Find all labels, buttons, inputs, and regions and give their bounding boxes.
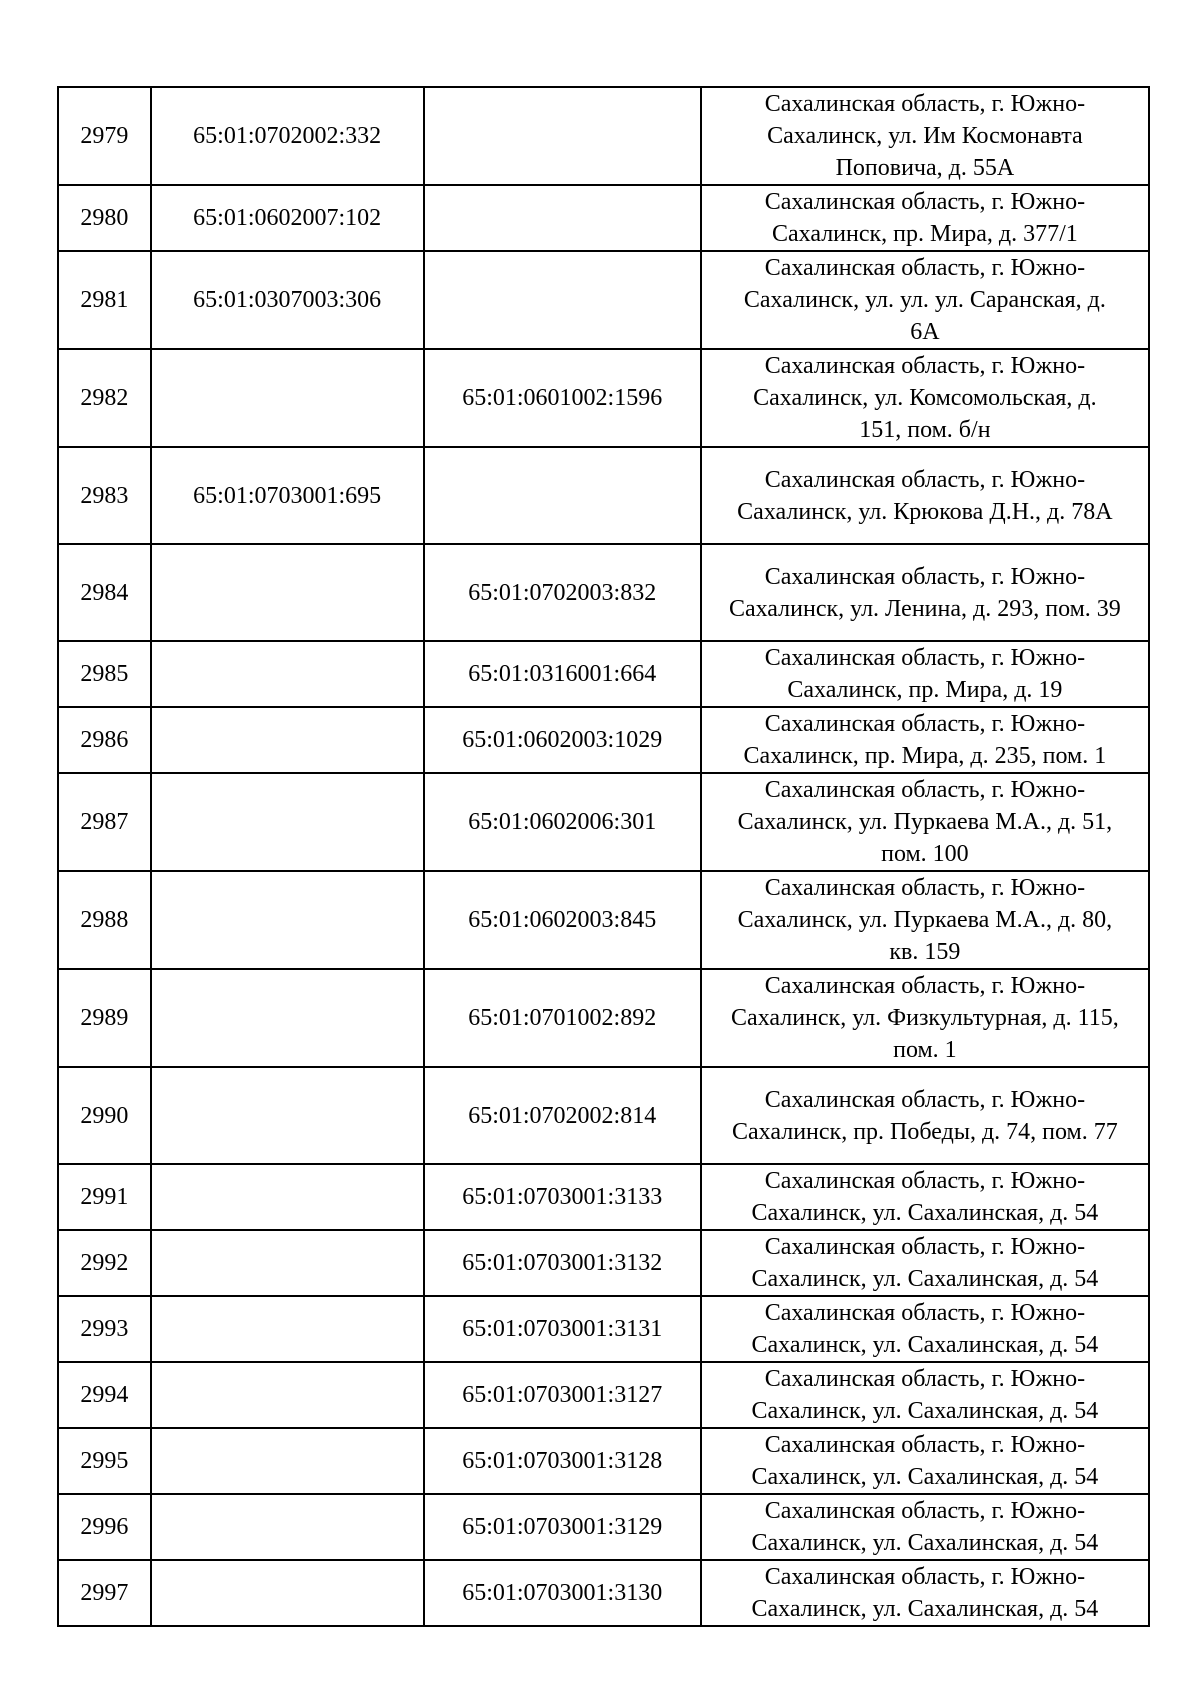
address-cell [701, 969, 1149, 1067]
table-row [58, 349, 1149, 447]
table-row [58, 871, 1149, 969]
table-row [58, 544, 1149, 641]
table-row [58, 707, 1149, 773]
address-line: Сахалинская область, г. Южно- [764, 875, 1086, 901]
document-page [57, 86, 1150, 1627]
row-number-cell: 2987 [58, 773, 151, 871]
cadastral-number-cell [151, 1296, 424, 1362]
address-line: Сахалинск, пр. Победы, д. 74, пом. 77 [732, 1118, 1118, 1145]
premises-cadastral-number-cell: 65:01:0601002:1596 [424, 349, 701, 447]
address-cell [701, 773, 1149, 871]
address-line: Сахалинск, ул. Физкультурная, д. 115, [731, 1005, 1119, 1031]
premises-cadastral-number-cell: 65:01:0701002:892 [424, 969, 701, 1067]
address-line: 6А [910, 319, 940, 345]
address-cell [701, 1362, 1149, 1428]
row-number-cell: 2996 [58, 1494, 151, 1560]
cadastral-number-cell [151, 1494, 424, 1560]
table-row [58, 1164, 1149, 1230]
premises-cadastral-number-cell: 65:01:0703001:3129 [424, 1494, 701, 1560]
address-line: пом. 100 [881, 841, 969, 867]
address-line: Сахалинская область, г. Южно- [764, 1086, 1086, 1113]
row-number-cell: 2981 [58, 251, 151, 349]
table-body [58, 87, 1149, 1626]
premises-cadastral-number-cell: 65:01:0316001:664 [424, 641, 701, 707]
address-cell [701, 707, 1149, 773]
premises-cadastral-number-cell: 65:01:0702003:832 [424, 544, 701, 641]
table-row [58, 1560, 1149, 1626]
cadastral-number-cell: 65:01:0602007:102 [151, 185, 424, 251]
cadastral-number-cell [151, 969, 424, 1067]
row-number-cell: 2979 [58, 87, 151, 185]
table-row [58, 1230, 1149, 1296]
premises-cadastral-number-cell: 65:01:0703001:3128 [424, 1428, 701, 1494]
cadastral-number-cell [151, 871, 424, 969]
address-cell [701, 349, 1149, 447]
address-line: Сахалинск, ул. Пуркаева М.А., д. 80, [737, 907, 1113, 933]
address-line: Сахалинская область, г. Южно- [764, 1498, 1086, 1524]
premises-cadastral-number-cell: 65:01:0703001:3131 [424, 1296, 701, 1362]
address-line: Сахалинск, ул. Сахалинская, д. 54 [751, 1266, 1099, 1292]
premises-cadastral-number-cell: 65:01:0703001:3132 [424, 1230, 701, 1296]
row-number-cell: 2984 [58, 544, 151, 641]
cadastral-number-cell [151, 349, 424, 447]
address-line: Сахалинск, пр. Мира, д. 235, пом. 1 [743, 743, 1107, 769]
row-number-cell: 2997 [58, 1560, 151, 1626]
address-line: Сахалинская область, г. Южно- [764, 353, 1086, 379]
table-row [58, 641, 1149, 707]
cadastral-number-cell [151, 773, 424, 871]
cadastral-number-cell [151, 641, 424, 707]
cadastral-number-cell [151, 1164, 424, 1230]
address-line: Сахалинск, пр. Мира, д. 377/1 [772, 221, 1078, 247]
address-line: Сахалинская область, г. Южно- [764, 777, 1086, 803]
address-line: Сахалинск, ул. Сахалинская, д. 54 [751, 1200, 1099, 1226]
premises-cadastral-number-cell: 65:01:0703001:3127 [424, 1362, 701, 1428]
address-cell [701, 1296, 1149, 1362]
row-number-cell: 2993 [58, 1296, 151, 1362]
address-cell [701, 1428, 1149, 1494]
row-number-cell: 2995 [58, 1428, 151, 1494]
address-cell [701, 641, 1149, 707]
address-line: Сахалинская область, г. Южно- [764, 91, 1086, 117]
address-line: Сахалинская область, г. Южно- [764, 1168, 1086, 1194]
row-number-cell: 2985 [58, 641, 151, 707]
table-row [58, 1494, 1149, 1560]
premises-cadastral-number-cell [424, 87, 701, 185]
address-line: Сахалинск, ул. Сахалинская, д. 54 [751, 1332, 1099, 1358]
premises-cadastral-number-cell [424, 185, 701, 251]
table-row [58, 1428, 1149, 1494]
table-row [58, 251, 1149, 349]
cadastral-number-cell [151, 1428, 424, 1494]
address-cell [701, 1494, 1149, 1560]
address-line: Сахалинск, ул. Сахалинская, д. 54 [751, 1530, 1099, 1556]
premises-cadastral-number-cell: 65:01:0702002:814 [424, 1067, 701, 1164]
address-cell [701, 1164, 1149, 1230]
address-cell [701, 251, 1149, 349]
address-line: Поповича, д. 55А [835, 155, 1015, 181]
address-line: Сахалинск, ул. Пуркаева М.А., д. 51, [737, 809, 1113, 835]
cadastral-number-cell [151, 1362, 424, 1428]
premises-cadastral-number-cell: 65:01:0703001:3130 [424, 1560, 701, 1626]
row-number-cell: 2989 [58, 969, 151, 1067]
cadastral-number-cell: 65:01:0307003:306 [151, 251, 424, 349]
address-line: Сахалинск, ул. Сахалинская, д. 54 [751, 1596, 1099, 1622]
address-line: Сахалинск, ул. Крюкова Д.Н., д. 78А [737, 498, 1113, 525]
premises-cadastral-number-cell: 65:01:0602003:845 [424, 871, 701, 969]
address-line: Сахалинск, ул. Сахалинская, д. 54 [751, 1464, 1099, 1490]
address-line: Сахалинская область, г. Южно- [764, 1366, 1086, 1392]
premises-cadastral-number-cell [424, 447, 701, 544]
premises-cadastral-number-cell [424, 251, 701, 349]
cadastral-number-cell [151, 544, 424, 641]
address-line: Сахалинская область, г. Южно- [764, 973, 1086, 999]
premises-cadastral-number-cell: 65:01:0703001:3133 [424, 1164, 701, 1230]
cadastral-number-cell [151, 1230, 424, 1296]
cadastral-number-cell: 65:01:0703001:695 [151, 447, 424, 544]
cadastral-number-cell [151, 1560, 424, 1626]
address-line: Сахалинск, пр. Мира, д. 19 [787, 677, 1063, 703]
address-line: Сахалинская область, г. Южно- [764, 711, 1086, 737]
premises-cadastral-number-cell: 65:01:0602003:1029 [424, 707, 701, 773]
address-line: Сахалинская область, г. Южно- [764, 1300, 1086, 1326]
address-line: Сахалинск, ул. Ленина, д. 293, пом. 39 [728, 595, 1121, 622]
cadastral-number-cell: 65:01:0702002:332 [151, 87, 424, 185]
cadastral-number-cell [151, 1067, 424, 1164]
address-cell [701, 1560, 1149, 1626]
address-cell [701, 87, 1149, 185]
table-row [58, 773, 1149, 871]
table-row [58, 1296, 1149, 1362]
address-cell [701, 871, 1149, 969]
address-line: Сахалинск, ул. ул. ул. Саранская, д. [743, 287, 1106, 313]
address-line: Сахалинская область, г. Южно- [764, 1564, 1086, 1590]
address-cell [701, 1230, 1149, 1296]
address-line: Сахалинск, ул. Комсомольская, д. [753, 385, 1097, 411]
table-row [58, 185, 1149, 251]
address-line: Сахалинск, ул. Сахалинская, д. 54 [751, 1398, 1099, 1424]
address-line: Сахалинская область, г. Южно- [764, 563, 1086, 590]
row-number-cell: 2982 [58, 349, 151, 447]
property-table [57, 86, 1150, 1627]
address-line: Сахалинская область, г. Южно- [764, 466, 1086, 493]
address-line: пом. 1 [893, 1037, 957, 1063]
address-line: кв. 159 [889, 939, 961, 965]
address-line: Сахалинск, ул. Им Космонавта [767, 123, 1083, 149]
address-line: Сахалинская область, г. Южно- [764, 1432, 1086, 1458]
row-number-cell: 2992 [58, 1230, 151, 1296]
address-line: Сахалинская область, г. Южно- [764, 189, 1086, 215]
address-cell [701, 1067, 1149, 1164]
row-number-cell: 2988 [58, 871, 151, 969]
table-row [58, 447, 1149, 544]
address-line: Сахалинская область, г. Южно- [764, 645, 1086, 671]
row-number-cell: 2983 [58, 447, 151, 544]
address-line: Сахалинская область, г. Южно- [764, 255, 1086, 281]
row-number-cell: 2994 [58, 1362, 151, 1428]
table-row [58, 969, 1149, 1067]
row-number-cell: 2986 [58, 707, 151, 773]
cadastral-number-cell [151, 707, 424, 773]
row-number-cell: 2990 [58, 1067, 151, 1164]
table-row [58, 87, 1149, 185]
row-number-cell: 2980 [58, 185, 151, 251]
address-cell [701, 185, 1149, 251]
row-number-cell: 2991 [58, 1164, 151, 1230]
address-line: 151, пом. б/н [859, 417, 991, 443]
address-cell [701, 544, 1149, 641]
address-line: Сахалинская область, г. Южно- [764, 1234, 1086, 1260]
address-cell [701, 447, 1149, 544]
table-row [58, 1362, 1149, 1428]
table-row [58, 1067, 1149, 1164]
premises-cadastral-number-cell: 65:01:0602006:301 [424, 773, 701, 871]
